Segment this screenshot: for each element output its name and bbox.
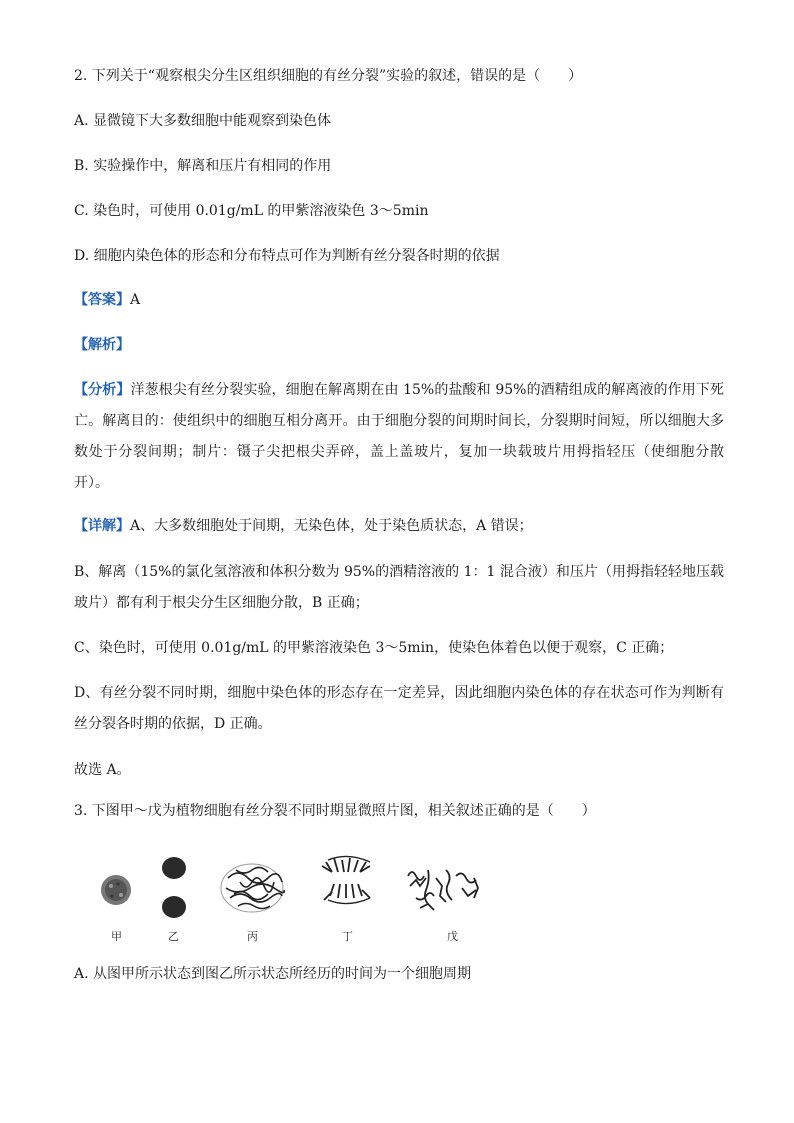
- mitosis-micrograph-figure: [90, 848, 510, 948]
- fenxi-label: 【分析】: [74, 382, 131, 398]
- q2-stem: 2. 下列关于“观察根尖分生区组织细胞的有丝分裂”实验的叙述，错误的是（ ）: [74, 68, 583, 84]
- label-wu: 戊: [447, 930, 458, 943]
- q2-option-a: A. 显微镜下大多数细胞中能观察到染色体: [74, 113, 332, 129]
- answer-value: A: [130, 292, 141, 308]
- cell-ding: [322, 856, 370, 903]
- label-jia: 甲: [111, 930, 122, 943]
- fenxi-text: 洋葱根尖有丝分裂实验，细胞在解离期在由 15%的盐酸和 95%的酒精组成的解离液的作用下死亡。解离目的：使组织中的细胞互相分离开。由于细胞分裂的间期时间长，分裂期时间短，所以细胞大多数处于分裂间期；制片：镊子尖把根尖弄碎，盖上盖玻片，复加一块载玻片用拇指轻压（使细胞分散开）。: [74, 382, 725, 491]
- cell-yi: [162, 857, 186, 918]
- q3-option-a: A. 从图甲所示状态到图乙所示状态所经历的时间为一个细胞周期: [74, 966, 472, 982]
- detail-a: A、大多数细胞处于间期，无染色体，处于染色质状态，A 错误；: [130, 518, 533, 534]
- label-ding: 丁: [342, 930, 353, 943]
- q2-option-d: D. 细胞内染色体的形态和分布特点可作为判断有丝分裂各时期的依据: [74, 248, 500, 264]
- xiangjie-label: 【详解】: [74, 518, 130, 534]
- label-bing: 丙: [247, 930, 258, 943]
- q2-option-b: B. 实验操作中，解离和压片有相同的作用: [74, 158, 332, 174]
- detail-c: C、染色时，可使用 0.01g/mL 的甲紫溶液染色 3～5min，使染色体着色以便于观察，C 正确；: [74, 640, 674, 656]
- cell-bing: [221, 864, 284, 912]
- cell-wu: [408, 870, 478, 910]
- answer-label: 【答案】: [74, 292, 130, 308]
- detail-d: D、有丝分裂不同时期，细胞中染色体的形态存在一定差异，因此细胞内染色体的存在状态可作为判断有丝分裂各时期的依据，D 正确。: [74, 685, 724, 732]
- analysis-label: 【解析】: [74, 337, 130, 353]
- label-yi: 乙: [168, 930, 179, 943]
- cell-jia: [101, 875, 131, 905]
- detail-b: B、解离（15%的氯化氢溶液和体积分数为 95%的酒精溶液的 1：1 混合液）和压片（用拇指轻轻地压载玻片）都有利于根尖分生区细胞分散，B 正确；: [74, 564, 724, 611]
- mitosis-micrographs: [90, 848, 510, 928]
- xiangjie-paragraph: [74, 511, 724, 542]
- q2-option-c: C. 染色时，可使用 0.01g/mL 的甲紫溶液染色 3～5min: [74, 203, 429, 219]
- conclusion: 故选 A。: [74, 762, 131, 778]
- analysis-line: [74, 335, 130, 355]
- fenxi-paragraph: [74, 375, 724, 499]
- q3-stem: 3. 下图甲～戊为植物细胞有丝分裂不同时期显微照片图，相关叙述正确的是（ ）: [74, 803, 596, 819]
- answer-line: [74, 290, 140, 310]
